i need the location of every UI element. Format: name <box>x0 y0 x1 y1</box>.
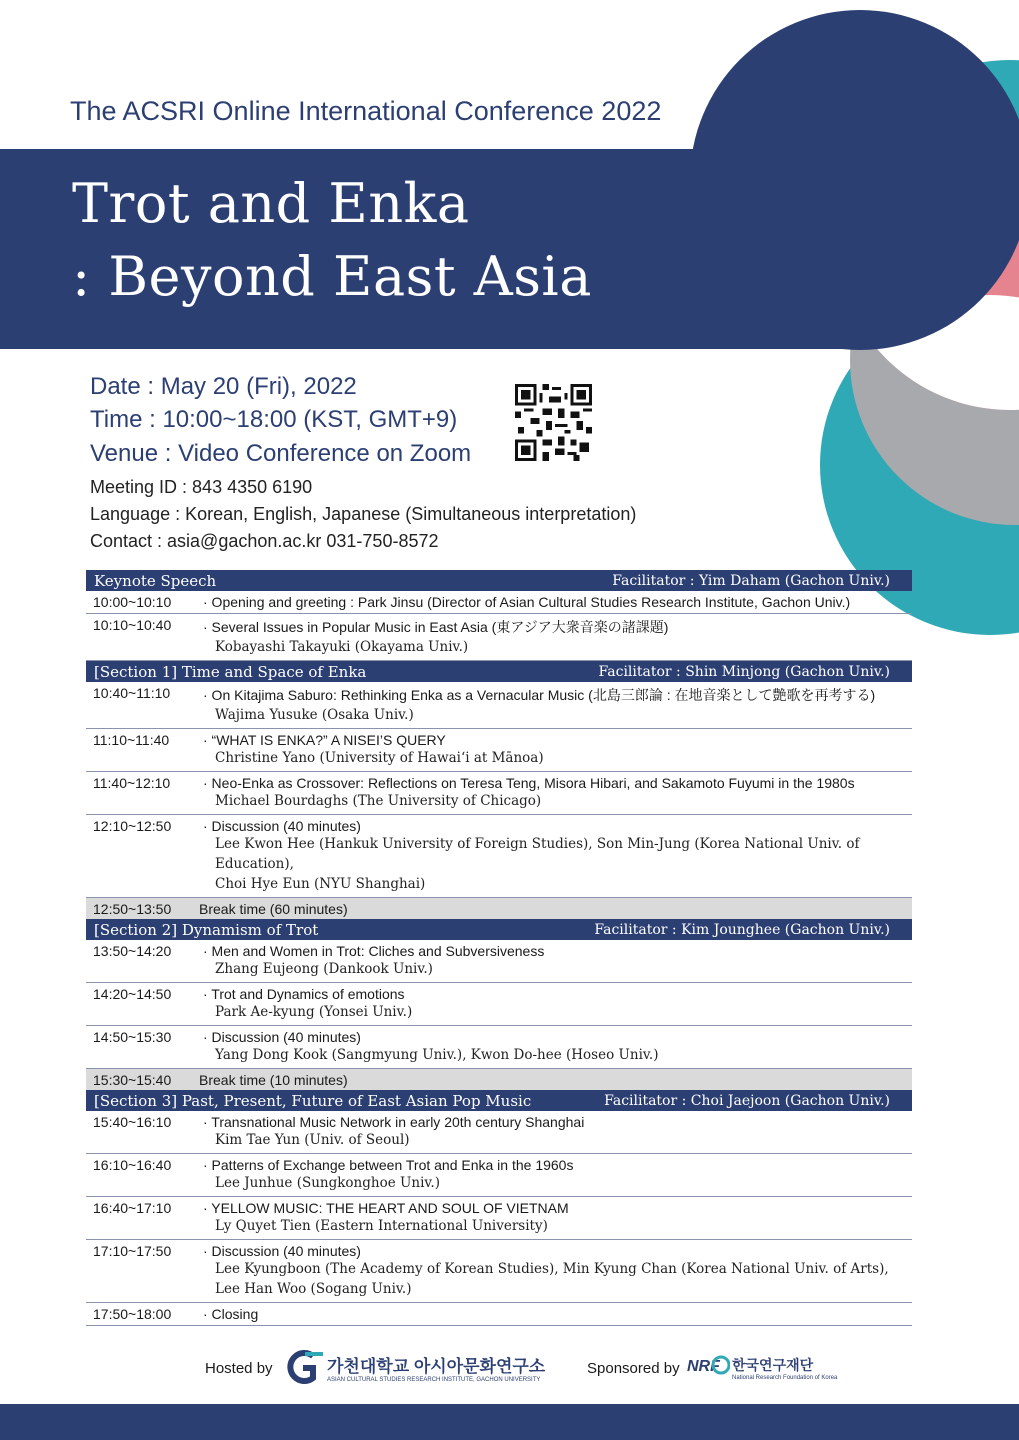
session-title: · Closing <box>203 1306 259 1322</box>
session-time: 14:20~14:50 <box>93 986 172 1002</box>
section-header <box>86 661 912 682</box>
qr-code-icon[interactable] <box>515 384 592 461</box>
session-time: 17:10~17:50 <box>93 1243 172 1259</box>
session-speakers: Zhang Eujeong (Dankook Univ.) <box>215 961 433 977</box>
session-title: · Discussion (40 minutes) <box>203 1029 361 1045</box>
session-speakers: Kobayashi Takayuki (Okayama Univ.) <box>215 639 469 655</box>
main-title-line1: Trot and Enka <box>72 172 470 235</box>
session-time: 10:00~10:10 <box>93 594 172 610</box>
schedule-row <box>86 729 912 772</box>
schedule-row <box>86 1240 912 1303</box>
session-speakers: Choi Hye Eun (NYU Shanghai) <box>215 876 426 892</box>
time-info: Time : 10:00~18:00 (KST, GMT+9) <box>90 406 458 433</box>
session-time: 11:40~12:10 <box>93 775 171 791</box>
host-logo <box>327 1352 545 1383</box>
hosted-by <box>205 1360 273 1377</box>
nrf-logo-icon <box>712 1354 730 1376</box>
sponsor-name-en: National Research Foundation of Korea <box>732 1375 838 1381</box>
section-title: [Section 1] Time and Space of Enka <box>94 662 367 681</box>
session-title: · Men and Women in Trot: Cliches and Subversiveness <box>203 943 545 959</box>
break-time: 12:50~13:50 <box>93 900 172 917</box>
session-speakers: Lee Kwon Hee (Hankuk University of Foreign Studies), Son Min-Jung (Korea National Univ. of Education), <box>215 836 860 872</box>
session-time: 16:40~17:10 <box>93 1200 172 1216</box>
sponsor-logo <box>732 1355 837 1381</box>
host-name-kr: 가천대학교 아시아문화연구소 <box>327 1357 546 1376</box>
session-title: · Transnational Music Network in early 20th century Shanghai <box>203 1114 585 1130</box>
schedule-row <box>86 1026 912 1069</box>
session-time: 12:10~12:50 <box>93 818 172 834</box>
session-title: · Discussion (40 minutes) <box>203 818 361 834</box>
session-content <box>199 594 912 610</box>
session-title: · YELLOW MUSIC: THE HEART AND SOUL OF VIETNAM <box>203 1200 569 1216</box>
session-time: 15:40~16:10 <box>93 1114 172 1130</box>
session-content <box>199 986 912 1022</box>
session-speakers: Lee Han Woo (Sogang Univ.) <box>215 1281 412 1297</box>
sponsored-by <box>587 1360 680 1377</box>
session-speakers: Michael Bourdaghs (The University of Chicago) <box>215 793 542 809</box>
session-title: · “WHAT IS ENKA?” A NISEI’S QUERY <box>203 732 446 748</box>
schedule-row <box>86 1303 912 1326</box>
break-label: Break time (60 minutes) <box>199 900 348 917</box>
contact-info: Contact : asia@gachon.ac.kr 031-750-8572 <box>90 531 439 551</box>
break-row <box>86 898 912 919</box>
session-content <box>199 1306 912 1322</box>
host-name-en: ASIAN CULTURAL STUDIES RESEARCH INSTITUTE, GACHON UNIVERSITY <box>327 1377 541 1383</box>
session-content <box>199 1243 912 1299</box>
schedule-row <box>86 772 912 815</box>
session-speakers: Lee Kyungboon (The Academy of Korean Studies), Min Kyung Chan (Korea National Univ. of Arts), <box>215 1261 889 1277</box>
session-content <box>199 1200 912 1236</box>
session-time: 14:50~15:30 <box>93 1029 172 1045</box>
schedule-row <box>86 1111 912 1154</box>
section-title: [Section 2] Dynamism of Trot <box>94 920 319 939</box>
sponsor-name-kr: 한국연구재단 <box>732 1357 814 1373</box>
gachon-logo-icon <box>283 1350 325 1384</box>
session-content <box>199 818 912 894</box>
session-speakers: Kim Tae Yun (Univ. of Seoul) <box>215 1132 410 1148</box>
schedule-row <box>86 1197 912 1240</box>
facilitator: Facilitator : Kim Jounghee (Gachon Univ.) <box>594 921 890 938</box>
session-time: 16:10~16:40 <box>93 1157 172 1173</box>
section-header <box>86 1090 912 1111</box>
venue-info: Venue : Video Conference on Zoom <box>90 440 472 467</box>
session-speakers: Yang Dong Kook (Sangmyung Univ.), Kwon Do-hee (Hoseo Univ.) <box>215 1047 659 1063</box>
nrf-logo-text: NRF <box>687 1358 720 1375</box>
session-speakers: Christine Yano (University of Hawai‘i at Mānoa) <box>215 750 544 766</box>
session-time: 17:50~18:00 <box>93 1306 172 1322</box>
session-title: · Discussion (40 minutes) <box>203 1243 361 1259</box>
section-header <box>86 919 912 940</box>
session-content <box>199 943 912 979</box>
session-title: · Trot and Dynamics of emotions <box>203 986 405 1002</box>
session-title: · Patterns of Exchange between Trot and Enka in the 1960s <box>203 1157 574 1173</box>
main-title-line2: : Beyond East Asia <box>72 245 592 308</box>
session-speakers: Park Ae-kyung (Yonsei Univ.) <box>215 1004 413 1020</box>
session-content <box>199 1157 912 1193</box>
facilitator: Facilitator : Choi Jaejoon (Gachon Univ.) <box>604 1092 890 1109</box>
schedule-row <box>86 1154 912 1197</box>
session-title: · Neo-Enka as Crossover: Reflections on Teresa Teng, Misora Hibari, and Sakamoto Fuyumi in the 1980s <box>203 775 855 791</box>
sponsored-label: Sponsored by <box>587 1360 680 1377</box>
session-speakers: Wajima Yusuke (Osaka Univ.) <box>215 707 414 723</box>
session-title: · Several Issues in Popular Music in East Asia (東アジア大衆音楽の諸課題) <box>203 619 669 635</box>
session-time: 13:50~14:20 <box>93 943 172 959</box>
break-time: 15:30~15:40 <box>93 1071 172 1088</box>
date-info: Date : May 20 (Fri), 2022 <box>90 373 357 400</box>
section-title: Keynote Speech <box>94 571 217 590</box>
footer-band <box>0 1404 1019 1440</box>
session-content <box>199 1114 912 1150</box>
session-speakers: Ly Quyet Tien (Eastern International University) <box>215 1218 548 1234</box>
session-title: · Opening and greeting : Park Jinsu (Director of Asian Cultural Studies Research Institute, Gachon Univ.) <box>203 594 851 610</box>
meeting-id: Meeting ID : 843 4350 6190 <box>90 477 313 497</box>
language-info: Language : Korean, English, Japanese (Simultaneous interpretation) <box>90 504 637 524</box>
schedule-row <box>86 983 912 1026</box>
session-content <box>199 775 912 811</box>
session-time: 10:10~10:40 <box>93 617 172 633</box>
facilitator: Facilitator : Yim Daham (Gachon Univ.) <box>612 572 890 589</box>
schedule-row <box>86 815 912 898</box>
facilitator: Facilitator : Shin Minjong (Gachon Univ.) <box>598 663 890 680</box>
schedule-row <box>86 591 912 614</box>
section-header <box>86 570 912 591</box>
session-content <box>199 617 912 657</box>
session-time: 10:40~11:10 <box>93 685 171 701</box>
session-title: · On Kitajima Saburo: Rethinking Enka as a Vernacular Music (北島三郎論 : 在地音楽として艶歌を再考する) <box>203 687 876 703</box>
schedule-row <box>86 682 912 729</box>
break-row <box>86 1069 912 1090</box>
schedule-row <box>86 940 912 983</box>
session-content <box>199 1029 912 1065</box>
session-speakers: Lee Junhue (Sungkonghoe Univ.) <box>215 1175 440 1191</box>
schedule-row <box>86 614 912 661</box>
schedule-table <box>86 570 912 1326</box>
session-content <box>199 732 912 768</box>
hosted-label: Hosted by <box>205 1360 273 1377</box>
conference-name: The ACSRI Online International Conference 2022 <box>70 96 662 126</box>
break-label: Break time (10 minutes) <box>199 1071 348 1088</box>
session-time: 11:10~11:40 <box>93 732 170 748</box>
section-title: [Section 3] Past, Present, Future of East Asian Pop Music <box>94 1091 532 1110</box>
session-content <box>199 685 912 725</box>
